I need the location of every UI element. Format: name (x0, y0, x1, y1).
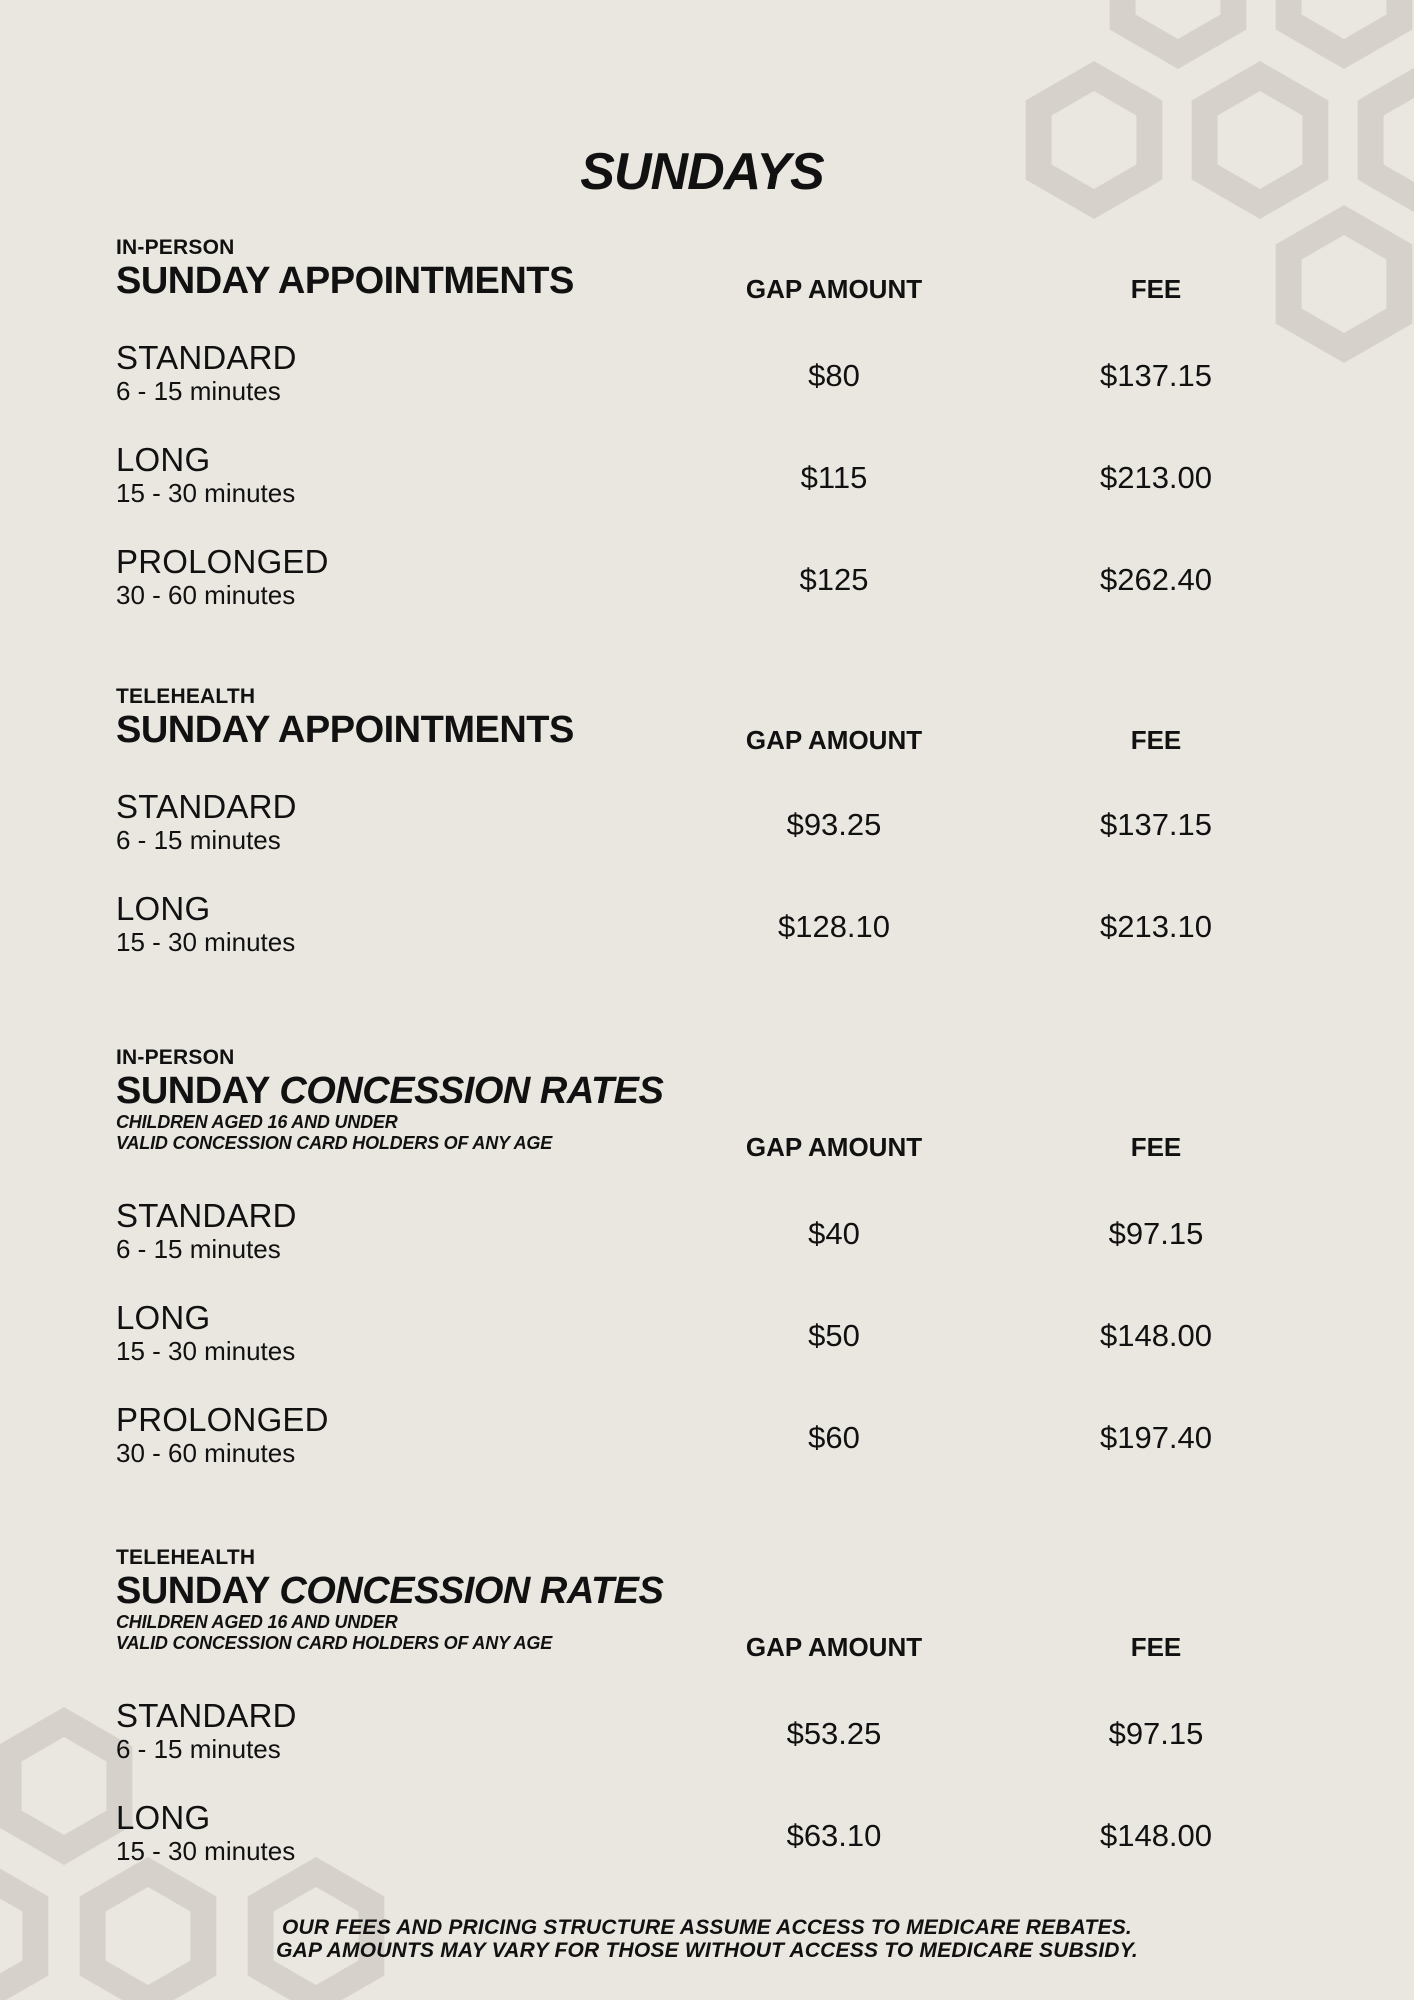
appointment-duration: 15 - 30 minutes (116, 1836, 296, 1866)
section-heading (116, 1070, 1296, 1112)
fee-row (116, 340, 1296, 420)
gap-amount-value: $63.10 (786, 1818, 882, 1853)
gap-amount-value: $115 (800, 460, 868, 495)
eligibility-note: VALID CONCESSION CARD HOLDERS OF ANY AGE (116, 1133, 553, 1153)
section-tag: IN-PERSON (116, 1046, 235, 1069)
fee-row (116, 442, 1296, 522)
appointment-type: STANDARD (116, 788, 297, 825)
fee-header: FEE (1130, 725, 1182, 755)
gap-amount-value: $80 (808, 358, 860, 393)
appointment-duration: 15 - 30 minutes (116, 478, 296, 508)
section-heading (116, 1570, 1296, 1612)
gap-amount-value: $60 (808, 1420, 860, 1455)
appointment-duration: 6 - 15 minutes (116, 1234, 281, 1264)
section-telehealth-appointments (116, 685, 1296, 957)
fee-value: $137.15 (1099, 358, 1213, 393)
appointment-duration: 6 - 15 minutes (116, 1734, 281, 1764)
section-tag: TELEHEALTH (116, 685, 256, 708)
gap-amount-value: $128.10 (777, 909, 891, 944)
fee-row (116, 1198, 1296, 1278)
fee-row (116, 789, 1296, 869)
fee-header: FEE (1130, 1132, 1182, 1162)
appointment-type: PROLONGED (116, 1401, 329, 1438)
gap-amount-value: $93.25 (786, 807, 882, 842)
fee-value: $148.00 (1099, 1318, 1213, 1353)
appointment-duration: 15 - 30 minutes (116, 927, 296, 957)
gap-amount-header: GAP AMOUNT (745, 1132, 923, 1162)
gap-amount-header: GAP AMOUNT (745, 274, 923, 304)
fee-value: $97.15 (1108, 1716, 1204, 1751)
gap-amount-header: GAP AMOUNT (745, 725, 923, 755)
eligibility-note: VALID CONCESSION CARD HOLDERS OF ANY AGE (116, 1633, 553, 1653)
fee-row (116, 891, 1296, 971)
appointment-type: LONG (116, 1799, 211, 1836)
fee-value: $213.10 (1099, 909, 1213, 944)
section-inperson-appointments (116, 236, 1296, 610)
eligibility-note: CHILDREN AGED 16 AND UNDER (116, 1612, 398, 1632)
appointment-duration: 30 - 60 minutes (116, 1438, 296, 1468)
heading-plain: SUNDAY APPOINTMENTS (116, 709, 574, 751)
footer-line: OUR FEES AND PRICING STRUCTURE ASSUME ACCESS TO MEDICARE REBATES. (282, 1916, 1132, 1939)
fee-header: FEE (1130, 274, 1182, 304)
fee-row (116, 544, 1296, 624)
page-title: SUNDAYS (580, 143, 824, 201)
fee-row (116, 1698, 1296, 1778)
gap-amount-value: $53.25 (786, 1716, 882, 1751)
fee-value: $97.15 (1108, 1216, 1204, 1251)
section-telehealth-concession (116, 1546, 1296, 1866)
appointment-duration: 15 - 30 minutes (116, 1336, 296, 1366)
appointment-type: PROLONGED (116, 543, 329, 580)
heading-plain: SUNDAY APPOINTMENTS (116, 260, 574, 302)
section-tag: TELEHEALTH (116, 1546, 256, 1569)
gap-amount-value: $50 (808, 1318, 860, 1353)
gap-amount-value: $125 (799, 562, 869, 597)
appointment-duration: 6 - 15 minutes (116, 376, 281, 406)
fee-row (116, 1402, 1296, 1482)
fee-header: FEE (1130, 1632, 1182, 1662)
appointment-type: STANDARD (116, 339, 297, 376)
fee-row (116, 1300, 1296, 1380)
heading-italic: CONCESSION RATES (279, 1570, 664, 1612)
appointment-type: LONG (116, 1299, 211, 1336)
footer-disclaimer (0, 1916, 1414, 1962)
appointment-type: LONG (116, 890, 211, 927)
appointment-type: STANDARD (116, 1697, 297, 1734)
heading-italic: CONCESSION RATES (279, 1070, 664, 1112)
eligibility-note: CHILDREN AGED 16 AND UNDER (116, 1112, 398, 1132)
fee-row (116, 1800, 1296, 1880)
heading-plain: SUNDAY (116, 1570, 270, 1612)
appointment-type: STANDARD (116, 1197, 297, 1234)
fee-value: $137.15 (1099, 807, 1213, 842)
fee-value: $213.00 (1099, 460, 1213, 495)
gap-amount-header: GAP AMOUNT (745, 1632, 923, 1662)
appointment-duration: 30 - 60 minutes (116, 580, 296, 610)
fee-value: $197.40 (1099, 1420, 1213, 1455)
section-inperson-concession (116, 1046, 1296, 1468)
footer-line: GAP AMOUNTS MAY VARY FOR THOSE WITHOUT ACCESS TO MEDICARE SUBSIDY. (276, 1939, 1138, 1962)
heading-plain: SUNDAY (116, 1070, 270, 1112)
section-tag: IN-PERSON (116, 236, 235, 259)
appointment-duration: 6 - 15 minutes (116, 825, 281, 855)
fee-value: $148.00 (1099, 1818, 1213, 1853)
gap-amount-value: $40 (808, 1216, 860, 1251)
fee-value: $262.40 (1099, 562, 1213, 597)
appointment-type: LONG (116, 441, 211, 478)
